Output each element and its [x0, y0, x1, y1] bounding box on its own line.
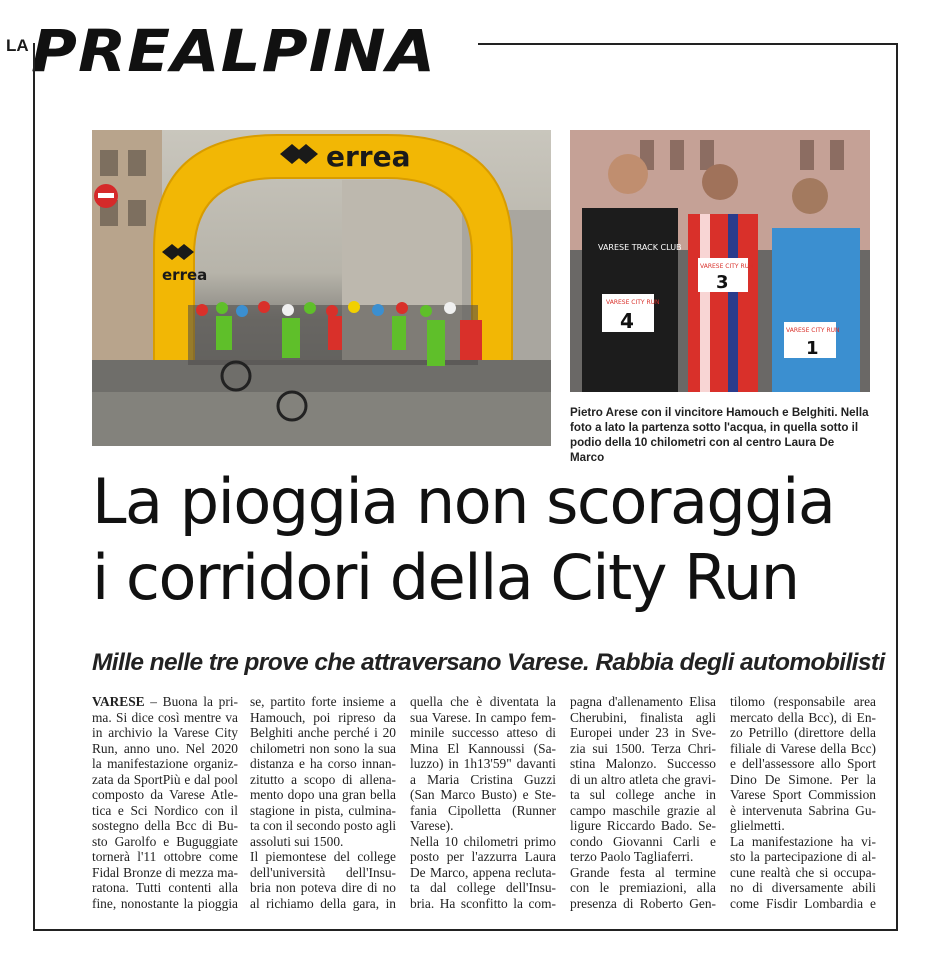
article-line: Dino De Simone. Per la: [730, 771, 876, 787]
podium-photo: [570, 130, 870, 392]
masthead-title: PREALPINA: [30, 17, 436, 85]
article-line: Varese).: [410, 818, 454, 833]
headline: [92, 464, 892, 616]
article-line: filiale di Varese della Bcc): [730, 740, 876, 756]
article-column-5: [730, 694, 876, 911]
article-line: Cherubini, finalista agli: [570, 709, 716, 725]
arch-brand: errea: [326, 140, 411, 173]
runner-crowd: [188, 301, 482, 366]
article-line: stagione in pista, culmina-: [250, 802, 396, 818]
article-line: in archivio la Varese City: [92, 725, 238, 740]
article-line: presenza di Roberto Gen-: [570, 895, 716, 911]
article-line: Varese Sport Commission: [730, 787, 876, 802]
article-line: Fidal Bronze di mezza ma-: [92, 864, 238, 880]
article-line: mento dopo una gran bella: [250, 787, 396, 802]
dateline: VARESE: [92, 694, 145, 709]
article-line: distanza e ha corso innan-: [250, 756, 396, 771]
article-line: con le premiazioni, alla: [570, 880, 716, 895]
article-line: [92, 694, 238, 710]
article-line: ma. Si dice così mentre va: [92, 709, 238, 725]
article-line: ratona. Tutti contenti alla: [92, 880, 238, 895]
article-column-1: [92, 694, 238, 911]
pillar-brand: errea: [162, 266, 208, 284]
race-start-illustration: [92, 130, 551, 446]
article-line: ligure Riccardo Bado. Se-: [570, 818, 716, 833]
article-line: quella che è diventata la: [410, 694, 556, 709]
article-line: è intervenuta Sabrina Gu-: [730, 802, 876, 818]
bib-number-4: 4: [620, 309, 634, 333]
article-line: cune realtà che si occupa-: [730, 864, 876, 880]
article-line: zitutto a scopo di allena-: [250, 771, 396, 787]
photo-caption: Pietro Arese con il vincitore Hamouch e Belghiti. Nella foto a lato la partenza sotto l'acqua, in quella sotto il podio della 10 chilometri con al centro Laura De Marco: [570, 406, 869, 464]
bib-header-left: VARESE CITY RUN: [606, 299, 660, 306]
article-line: sto la partecipazione di al-: [730, 849, 876, 864]
article-line: Mina El Kannoussi (Sa-: [410, 740, 556, 756]
article-line: Il piemontese del college: [250, 849, 396, 864]
article-line: dell'università dell'Insu-: [250, 864, 396, 880]
article-line: ta con il secondo posto agli: [250, 818, 397, 833]
article-line: condo Giovanni Carli e: [570, 833, 716, 849]
article-line: tilomo (responsabile area: [730, 694, 876, 709]
article-line: glielmetti.: [730, 818, 785, 833]
article-line: no di diversamente abili: [730, 880, 876, 895]
article-line: zata da SportPiù e dal pool: [92, 771, 238, 787]
race-start-photo: [92, 130, 551, 446]
article-line: ta dal college dell'Insu-: [410, 880, 556, 895]
headline-line-2: i corridori della City Run: [92, 541, 799, 614]
article-line: campo maschile grazie al: [570, 802, 716, 818]
article-line: tornerà l'11 ottobre come: [92, 849, 238, 864]
article-line: Hamouch, poi ripreso da: [250, 709, 396, 725]
article-line: se, partito forte insieme a: [250, 694, 396, 709]
article-line: e dell'assessore allo Sport: [730, 756, 876, 771]
article-line: Europei under 23 in Sve-: [570, 725, 716, 740]
article-column-4: [570, 694, 716, 911]
article-line: ta sul college anche in: [570, 787, 716, 802]
article-line: Belghiti anche perché i 20: [250, 725, 396, 740]
bib-header-center: VARESE CITY RUN: [700, 263, 754, 270]
article-column-2: [250, 694, 396, 911]
article-line: (San Marco Busto) e Ste-: [410, 787, 556, 802]
article-line: sto Garolfo e Buguggiate: [92, 833, 238, 849]
article-line: luzzo) in 1h13'59" davanti: [410, 756, 556, 771]
article-line: assoluti sui 1500.: [250, 833, 344, 849]
article-line: bria. Ha sconfitto la com-: [410, 895, 556, 911]
article-line: bria non poteva dire di no: [250, 880, 396, 895]
article-line: stina Malonzo. Successo: [570, 756, 716, 771]
article-line: Run, anno uno. Nel 2020: [92, 740, 238, 756]
article-line: zia sui 1500. Terza Chri-: [570, 740, 716, 756]
article-line: la manifestazione organiz-: [92, 756, 238, 771]
article-line: sua Varese. In campo fem-: [410, 709, 556, 725]
article-column-3: [410, 694, 556, 911]
article-line: Nella 10 chilometri primo: [410, 833, 556, 849]
article-line: di un altro atleta che gravi-: [570, 771, 716, 787]
article-line: mercato della Bcc), di En-: [730, 709, 876, 725]
shirt-text: VARESE TRACK CLUB: [598, 243, 682, 252]
subheadline: Mille nelle tre prove che attraversano Varese. Rabbia degli automobilisti: [92, 649, 885, 676]
article-line: minile successo atteso di: [410, 725, 556, 740]
article-line: zo Petrillo (direttore della: [730, 725, 876, 740]
article-line: posto per l'azzurra Laura: [410, 849, 556, 864]
headline-line-1: La pioggia non scoraggia: [92, 465, 835, 538]
article-line-text: – Buona la pri-: [144, 694, 238, 709]
article-line: fine, nonostante la pioggia: [92, 895, 238, 911]
article-line: pagna d'allenamento Elisa: [570, 694, 716, 709]
article-line: a Maria Cristina Guzzi: [410, 771, 556, 787]
article-line: sostegno della Bcc di Bu-: [92, 818, 238, 833]
article-line: De Marco, appena recluta-: [410, 864, 556, 880]
article-line: fania Cipolletta (Runner: [410, 802, 556, 818]
article-line: terzo Paolo Tagliaferri.: [570, 849, 694, 864]
bib-number-1: 1: [806, 338, 819, 359]
article-line: come Fisdir Lombardia e: [730, 895, 876, 911]
article-line: chilometri non sono la sua: [250, 740, 396, 756]
bib-number-3: 3: [716, 272, 729, 293]
article-line: al richiamo della gara, in: [250, 895, 396, 911]
article-line: La manifestazione ha vi-: [730, 833, 876, 849]
article-line: composto da Varese Atle-: [92, 787, 238, 802]
masthead-prefix: LA: [6, 36, 29, 55]
bib-header-right: VARESE CITY RUN: [786, 327, 840, 334]
article-line: tica e Sci Nordico con il: [92, 802, 238, 818]
article-line: Grande festa al termine: [570, 864, 716, 880]
podium-illustration: [570, 130, 870, 392]
